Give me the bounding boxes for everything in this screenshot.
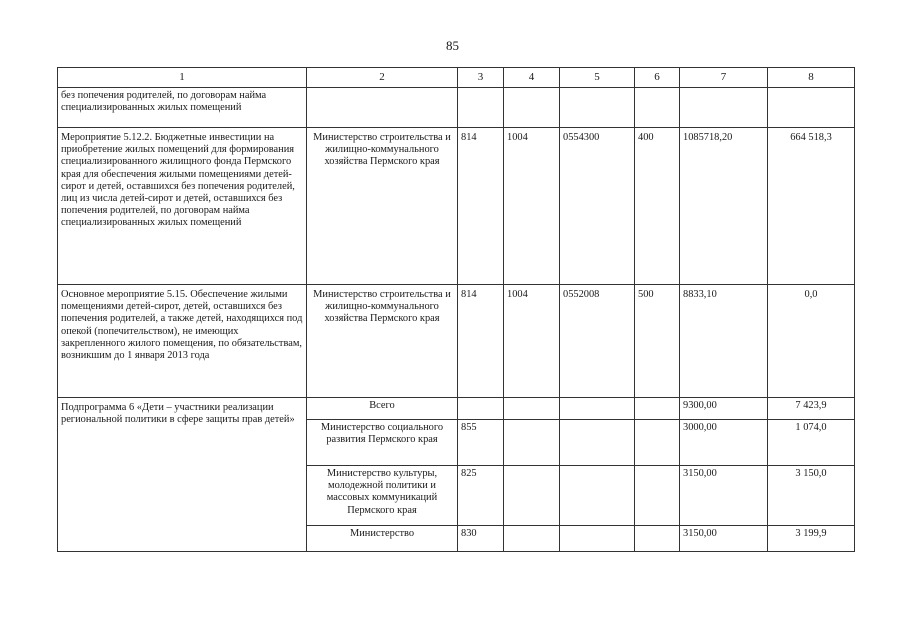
- row-col6: [635, 420, 680, 466]
- row-col7: 8833,10: [680, 285, 768, 398]
- row-col4: [504, 398, 560, 420]
- column-header-7: 7: [680, 68, 768, 88]
- row-description: без попечения родителей, по договорам найма специализированных жилых помещений: [58, 88, 307, 128]
- column-header-1: 1: [58, 68, 307, 88]
- row-col6: [635, 466, 680, 526]
- subprogram-description: Подпрограмма 6 «Дети – участники реализации региональной политики в сфере защиты прав детей»: [58, 398, 307, 552]
- row-col7: 3150,00: [680, 526, 768, 552]
- row-col6: 500: [635, 285, 680, 398]
- row-col7: 1085718,20: [680, 128, 768, 285]
- row-col4: [504, 466, 560, 526]
- table-row: [58, 88, 855, 128]
- row-col5: 0554300: [560, 128, 635, 285]
- row-col3: [458, 88, 504, 128]
- table-row: [58, 285, 855, 398]
- row-col6: [635, 398, 680, 420]
- row-col6: 400: [635, 128, 680, 285]
- row-executor: Всего: [307, 398, 458, 420]
- row-col8: 3 199,9: [768, 526, 855, 552]
- row-col4: [504, 88, 560, 128]
- row-col8: 3 150,0: [768, 466, 855, 526]
- row-executor: Министерство: [307, 526, 458, 552]
- row-col3: 830: [458, 526, 504, 552]
- column-header-4: 4: [504, 68, 560, 88]
- row-executor: Министерство социального развития Пермского края: [307, 420, 458, 466]
- row-col7: 9300,00: [680, 398, 768, 420]
- row-col3: 814: [458, 128, 504, 285]
- row-col7: [680, 88, 768, 128]
- row-description: Мероприятие 5.12.2. Бюджетные инвестиции на приобретение жилых помещений для формирования специализированного жилищного фонда Пермского края для обеспечения жилыми помещениями детей-сирот и детей, оставшихся без попечения родителей, лиц из числа детей-сирот и детей, оставшихся без попечения родителей, по договорам найма специализированных жилых помещений: [58, 128, 307, 285]
- table-row: [58, 398, 855, 420]
- column-header-8: 8: [768, 68, 855, 88]
- row-executor: Министерство строительства и жилищно-коммунального хозяйства Пермского края: [307, 285, 458, 398]
- column-header-5: 5: [560, 68, 635, 88]
- column-header-2: 2: [307, 68, 458, 88]
- column-header-6: 6: [635, 68, 680, 88]
- row-executor: Министерство культуры, молодежной политики и массовых коммуникаций Пермского края: [307, 466, 458, 526]
- row-col5: [560, 466, 635, 526]
- row-executor: Министерство строительства и жилищно-коммунального хозяйства Пермского края: [307, 128, 458, 285]
- row-col6: [635, 526, 680, 552]
- header-row: [58, 68, 855, 88]
- table-row: [58, 128, 855, 285]
- row-col7: 3150,00: [680, 466, 768, 526]
- row-col8: [768, 88, 855, 128]
- row-col5: [560, 88, 635, 128]
- row-col5: 0552008: [560, 285, 635, 398]
- row-description: Основное мероприятие 5.15. Обеспечение жилыми помещениями детей-сирот, детей, оставшихся без попечения родителей, а также детей, находящихся под опекой (попечительством), не имеющих закрепленного жилого помещения, по обязательствам, возникшим до 1 января 2013 года: [58, 285, 307, 398]
- row-col3: 814: [458, 285, 504, 398]
- row-col4: 1004: [504, 128, 560, 285]
- row-col5: [560, 526, 635, 552]
- row-col7: 3000,00: [680, 420, 768, 466]
- row-col8: 7 423,9: [768, 398, 855, 420]
- row-col4: 1004: [504, 285, 560, 398]
- row-executor: [307, 88, 458, 128]
- row-col8: 664 518,3: [768, 128, 855, 285]
- row-col4: [504, 420, 560, 466]
- row-col8: 1 074,0: [768, 420, 855, 466]
- row-col5: [560, 420, 635, 466]
- row-col8: 0,0: [768, 285, 855, 398]
- budget-table: [57, 67, 855, 552]
- page-number: 85: [446, 38, 459, 53]
- column-header-3: 3: [458, 68, 504, 88]
- row-col4: [504, 526, 560, 552]
- row-col3: 825: [458, 466, 504, 526]
- row-col3: [458, 398, 504, 420]
- row-col6: [635, 88, 680, 128]
- row-col3: 855: [458, 420, 504, 466]
- row-col5: [560, 398, 635, 420]
